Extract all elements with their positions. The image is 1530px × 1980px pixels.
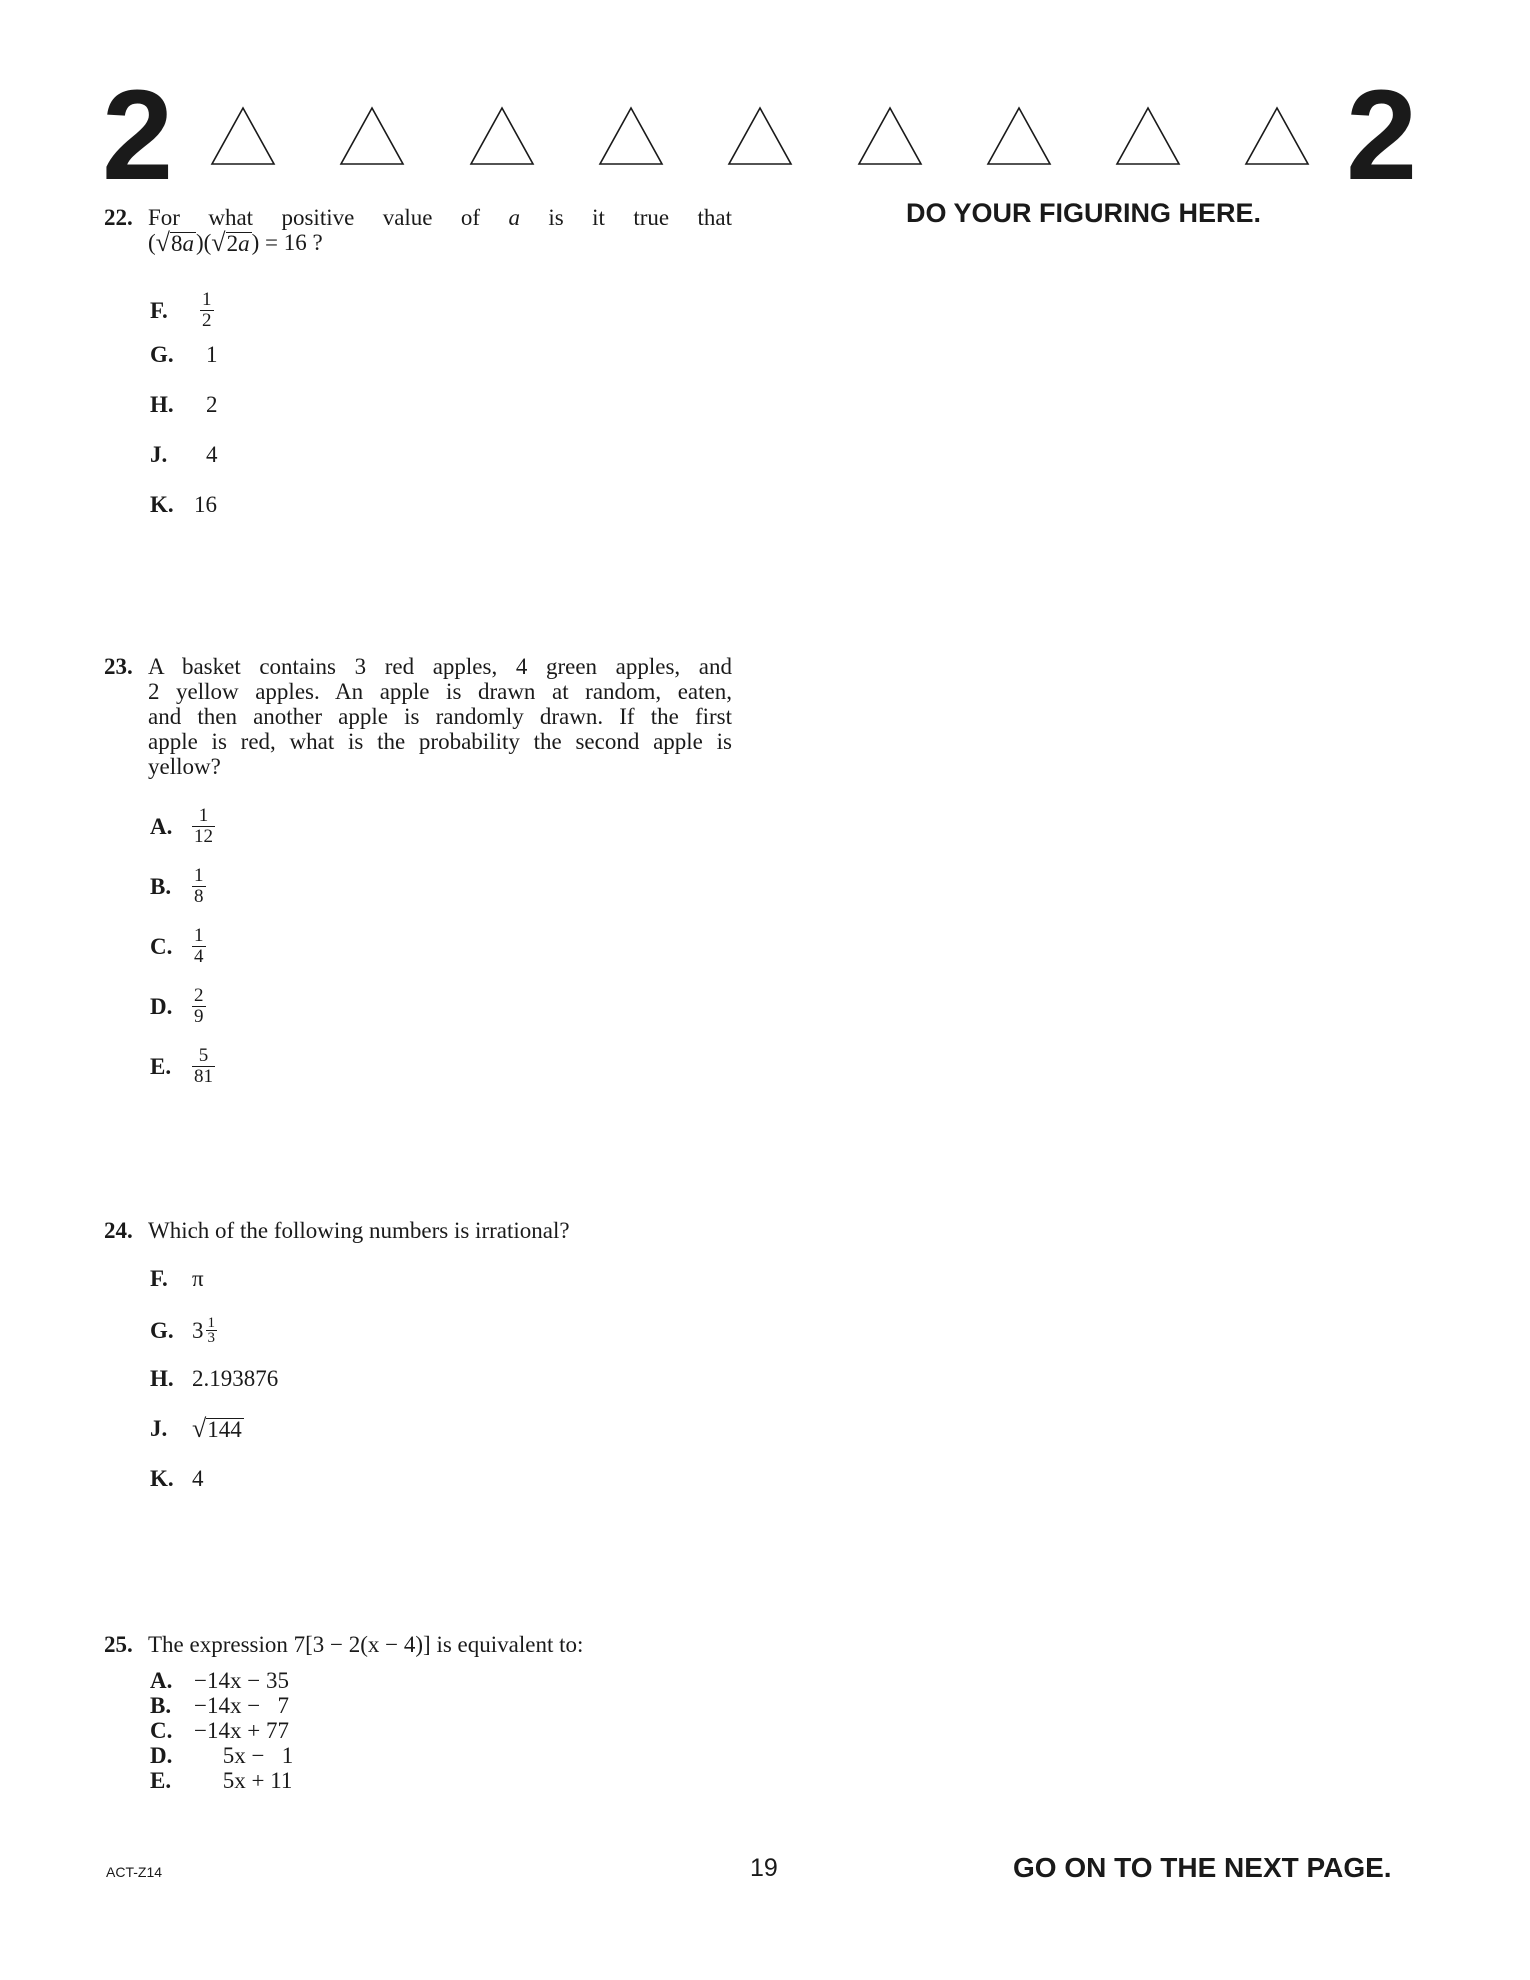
- triangle-icon: [857, 106, 923, 166]
- option-label: D.: [150, 993, 173, 1019]
- question-stem-line-1: For what positive value of a is it true that: [148, 205, 732, 230]
- option-label: A.: [150, 813, 173, 839]
- mixed-number: 3 $\frac{1}{3}$: [192, 1315, 215, 1346]
- option-value: 2: [206, 392, 218, 417]
- answer-option[interactable]: [150, 1743, 293, 1768]
- answer-option[interactable]: [150, 1693, 289, 1718]
- question-number: 24.: [104, 1218, 133, 1243]
- answer-option[interactable]: [150, 442, 218, 468]
- option-label: C.: [150, 1718, 173, 1743]
- option-value: 2.193876: [192, 1366, 279, 1391]
- question-number: 22.: [104, 205, 133, 230]
- question-stem-line: and then another apple is randomly drawn. If the first: [148, 704, 732, 729]
- answer-option[interactable]: [150, 342, 218, 368]
- answer-option[interactable]: [150, 1466, 204, 1492]
- triangle-icon: [469, 106, 535, 166]
- option-value: −14x − 35: [194, 1668, 289, 1693]
- triangle-icon: [727, 106, 793, 166]
- option-label: F.: [150, 1266, 168, 1291]
- answer-option[interactable]: [150, 806, 215, 847]
- option-label: G.: [150, 342, 174, 367]
- go-on-to-next-page: GO ON TO THE NEXT PAGE.: [1013, 1852, 1392, 1883]
- answer-option[interactable]: [150, 1266, 204, 1292]
- answer-option[interactable]: [150, 986, 206, 1027]
- answer-option[interactable]: [150, 1316, 217, 1345]
- question-stem-line: A basket contains 3 red apples, 4 green apples, and: [148, 654, 732, 679]
- answer-option[interactable]: [150, 866, 206, 907]
- fraction: $\frac{1}{2}$: [202, 289, 212, 331]
- option-label: B.: [150, 873, 172, 899]
- option-label: C.: [150, 933, 173, 959]
- option-value: π: [192, 1266, 204, 1291]
- option-value: −14x − 7: [194, 1693, 289, 1718]
- scratch-work-label: DO YOUR FIGURING HERE.: [906, 198, 1262, 228]
- question-stem: Which of the following numbers is irrational?: [148, 1218, 570, 1243]
- option-label: K.: [150, 492, 174, 517]
- option-label: G.: [150, 1317, 174, 1343]
- answer-option[interactable]: [150, 926, 206, 967]
- triangle-icon: [598, 106, 664, 166]
- option-label: B.: [150, 1693, 172, 1718]
- option-label: J.: [150, 442, 168, 467]
- answer-option[interactable]: [150, 1768, 292, 1793]
- question-24: [104, 1218, 732, 1243]
- question-stem-line: 2 yellow apples. An apple is drawn at random, eaten,: [148, 679, 732, 704]
- answer-option[interactable]: [150, 1718, 289, 1743]
- option-label: F.: [150, 297, 168, 323]
- option-value: 1: [206, 342, 218, 367]
- answer-option[interactable]: [150, 290, 214, 331]
- question-stem-line-2: ( √ 8a )( √ 2a ) = 16 ?: [148, 228, 323, 257]
- answer-option[interactable]: [150, 1668, 289, 1693]
- question-stem-line: apple is red, what is the probability the second apple is: [148, 729, 732, 754]
- page-number: 19: [750, 1854, 778, 1882]
- question-25: [104, 1632, 804, 1657]
- option-label: J.: [150, 1416, 168, 1441]
- option-value: 5x − 1: [194, 1743, 294, 1768]
- option-label: H.: [150, 392, 174, 417]
- answer-option[interactable]: [150, 1046, 215, 1087]
- option-value: −14x + 77: [194, 1718, 289, 1743]
- question-stem: The expression 7[3 − 2(x − 4)] is equivalent to:: [148, 1632, 584, 1657]
- section-number-right: 2: [1346, 64, 1416, 207]
- answer-option[interactable]: [150, 492, 217, 518]
- answer-option[interactable]: [150, 392, 218, 418]
- option-value: 4: [206, 442, 218, 467]
- question-number: 23.: [104, 654, 133, 679]
- square-root: √ 144: [192, 1414, 242, 1443]
- triangle-icon: [339, 106, 405, 166]
- section-number-left: 2: [102, 64, 172, 207]
- question-stem-line: yellow?: [148, 754, 221, 779]
- question-number: 25.: [104, 1632, 133, 1657]
- answer-option[interactable]: [150, 1366, 278, 1392]
- question-22: [104, 205, 732, 255]
- option-label: K.: [150, 1466, 174, 1491]
- fraction: $\frac{2}{9}$: [194, 985, 204, 1027]
- option-value: 4: [192, 1466, 204, 1491]
- option-label: A.: [150, 1668, 173, 1693]
- option-label: H.: [150, 1366, 174, 1391]
- option-label: E.: [150, 1768, 172, 1793]
- form-code: ACT-Z14: [106, 1864, 163, 1880]
- option-label: D.: [150, 1743, 173, 1768]
- triangle-icon: [1115, 106, 1181, 166]
- triangle-icon: [210, 106, 276, 166]
- fraction: $\frac{1}{8}$: [194, 865, 204, 907]
- fraction: $\frac{5}{81}$: [194, 1045, 213, 1087]
- answer-option[interactable]: [150, 1416, 244, 1442]
- fraction: $\frac{1}{4}$: [194, 925, 204, 967]
- question-23: [104, 654, 732, 779]
- triangle-icon: [986, 106, 1052, 166]
- option-value: 5x + 11: [194, 1768, 293, 1793]
- option-label: E.: [150, 1053, 172, 1079]
- option-value: 16: [194, 492, 217, 517]
- triangle-icon: [1244, 106, 1310, 166]
- fraction: $\frac{1}{12}$: [194, 805, 213, 847]
